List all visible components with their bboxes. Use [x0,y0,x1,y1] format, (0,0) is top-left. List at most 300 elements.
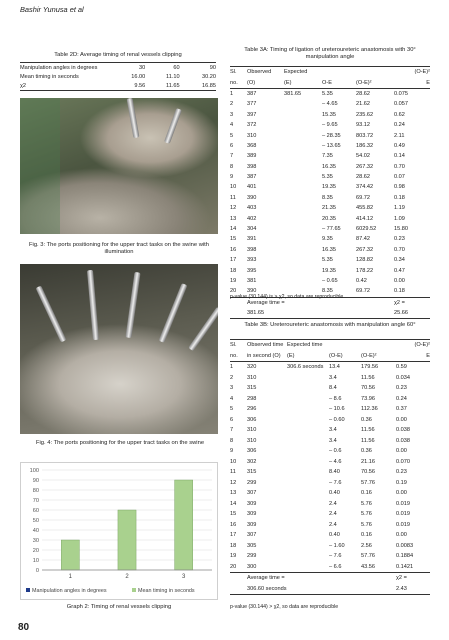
table-cell: 16.35 [322,246,336,253]
table-3b-subheader: in second (O) [247,352,281,359]
table-cell: 0.16 [361,490,372,497]
table-cell: 299 [247,479,257,486]
table-cell: 310 [247,132,257,139]
table-cell: 306.6 seconds [287,364,324,371]
table-cell: 0.23 [396,469,407,476]
table-cell: 13.4 [329,364,340,371]
table-cell: 387 [247,90,257,97]
table-row [230,162,430,172]
table-cell: 3.4 [329,374,337,381]
table-cell: 14 [230,500,237,507]
table-row [230,488,430,499]
table-cell: 8.40 [329,469,340,476]
table-cell: 11.10 [166,73,180,80]
table-2d [20,62,216,91]
table-cell: 0.057 [394,101,408,108]
table-cell: 267.32 [356,246,374,253]
table-cell [284,265,322,275]
table-cell [284,255,322,265]
table-3a-average-value: 381.65 [247,310,265,317]
table-cell: 128.82 [356,257,374,264]
table-row [230,172,430,182]
table-cell: 6029.52 [356,226,377,233]
table-cell: 803.72 [356,132,374,139]
bar [175,480,193,570]
table-cell: 397 [247,111,257,118]
table-cell: – 0.60 [329,416,345,423]
table-cell: 403 [247,205,257,212]
table-cell: 9 [230,174,234,181]
table-cell: 57.76 [361,479,375,486]
table-cell: 377 [247,101,257,108]
table-row [230,415,430,426]
table-cell: 387 [247,174,257,181]
table-3a-title: Table 3A: Timing of ligation of ureteroureteric anastomosis with 30° manipulation angle [244,47,416,60]
table-cell: – 10.6 [329,406,345,413]
table-row [230,394,430,405]
table-cell: 5.76 [361,511,372,518]
table-cell: 0.70 [394,246,405,253]
table-cell: 0.0083 [396,542,414,549]
running-head: Bashir Yunusa et al [20,5,84,14]
table-cell: 15.35 [322,111,336,118]
table-cell: 0.34 [394,257,405,264]
graph-2-chart [20,462,218,600]
table-3b-subheader: E [426,352,430,359]
table-cell: 0.00 [394,278,405,284]
table-3a-average-label: Average time = [247,299,285,306]
table-cell: 16.00 [131,73,146,80]
table-cell: 69.72 [356,288,370,295]
table-cell: 305 [247,542,257,549]
table-cell: 7 [230,427,234,434]
table-cell: 0.40 [329,532,340,539]
table-cell: 391 [247,236,257,243]
table-cell: 0.36 [361,416,372,423]
table-cell: 8 [230,163,234,170]
table-row [230,182,430,192]
table-cell [287,467,329,478]
y-tick-label: 0 [35,568,39,574]
table-cell: 235.62 [356,111,374,118]
table-cell: 2 [230,374,234,381]
table-cell: 309 [247,521,257,528]
table-cell [287,415,329,426]
table-cell [287,394,329,405]
table-row [230,276,430,286]
table-cell: 30 [117,63,145,73]
table-cell: 19 [230,553,237,560]
fig-3-photo [20,98,218,234]
table-cell: 7.35 [322,153,333,160]
table-cell: 381.65 [284,90,302,97]
table-cell: 3 [230,111,234,118]
table-3b-note: p-value (30.144) > χ2, so data are reproducible [230,604,339,610]
table-cell: 11.56 [361,374,375,381]
table-cell: 310 [247,374,257,381]
table-cell: 0.59 [396,364,407,371]
table-cell: 69.72 [356,194,370,201]
table-cell: 17 [230,257,237,264]
table-3a [230,67,430,319]
table-3a-subheader: (E) [284,79,292,86]
table-cell: 15.80 [394,226,408,233]
table-cell: 414.12 [356,215,374,222]
table-cell: 186.32 [356,142,374,149]
table-cell: 309 [247,511,257,518]
table-cell: 0.00 [396,490,407,497]
table-cell: 0.40 [329,490,340,497]
table-cell [287,509,329,520]
table-cell: 0.038 [396,427,410,434]
table-cell: 21.35 [322,205,336,212]
table-cell: 0.019 [396,500,410,507]
table-cell: 18 [230,267,237,274]
y-tick-label: 30 [32,538,39,544]
table-cell: 54.02 [356,153,370,160]
page-number: 80 [18,622,30,633]
table-row [230,141,430,151]
table-3a-note: p-value (30.144) is > χ2, so data are reproducible [230,294,344,300]
table-row [230,551,430,562]
table-cell: – 0.65 [322,278,338,284]
table-cell [284,110,322,120]
table-row [230,255,430,265]
table-3a-subheader: no. [230,79,238,86]
table-cell: 0.070 [396,458,410,465]
table-cell [287,446,329,457]
table-cell: 0.16 [361,532,372,539]
table-cell: – 0.6 [329,448,342,455]
table-cell [284,213,322,223]
table-cell: 0.70 [394,163,405,170]
table-cell [287,478,329,489]
table-cell: 73.96 [361,395,375,402]
table-cell: 389 [247,153,257,160]
table-cell: 0.075 [394,90,408,97]
table-cell: 299 [247,553,257,560]
table-cell: 0.1884 [396,553,414,560]
table-cell [284,120,322,130]
table-cell: 0.36 [361,448,372,455]
table-cell: 16.35 [322,163,336,170]
fig-4-caption: Fig. 4: The ports positioning for the upper tract tasks on the swine [35,440,205,446]
table-cell: 368 [247,142,257,149]
table-cell: 320 [247,364,257,371]
table-cell: 296 [247,406,257,413]
table-cell: 0.019 [396,521,410,528]
table-cell: 0.18 [394,288,405,295]
table-cell: 19 [230,278,237,284]
table-3a-subheader: E [426,79,430,86]
table-cell: 12 [230,479,237,486]
table-cell: 15 [230,511,237,518]
table-2d-row2-label: Mean timing in seconds [20,73,79,80]
table-cell: 5 [230,132,234,139]
table-cell: 1.19 [394,205,405,212]
y-tick-label: 50 [32,518,39,524]
table-row [230,457,430,468]
table-3b-subheader: no. [230,352,238,359]
fig-3-caption: Fig. 3: The ports positioning for the upper tract tasks on the swine with illumination [28,242,209,255]
table-cell [284,130,322,140]
table-cell [284,99,322,109]
table-cell: 398 [247,163,257,170]
table-3b [230,340,430,595]
table-cell: 0.23 [394,236,405,243]
table-cell: 401 [247,184,257,191]
table-2d-title: Table 2D: Average timing of renal vessels clipping [54,52,182,58]
table-cell: 112.36 [361,406,378,413]
x-tick-label: 3 [181,574,186,580]
table-cell: 3.4 [329,427,337,434]
table-cell: 15 [230,236,237,243]
table-row [230,120,430,130]
table-row [230,224,430,234]
table-cell: 0.00 [396,448,407,455]
table-cell: 0.038 [396,437,410,444]
table-cell: – 4.65 [322,101,338,108]
legend-swatch-x [26,588,30,592]
table-cell: 11.56 [361,427,375,434]
table-cell: 178.22 [356,267,374,274]
table-cell: 60 [145,63,179,73]
table-cell [284,234,322,244]
table-3a-subheader: (O) [247,79,256,86]
table-cell [287,425,329,436]
table-cell: 57.76 [361,553,375,560]
table-cell: 10 [230,184,237,191]
table-cell: 17 [230,532,237,539]
table-cell: 5.35 [322,174,333,181]
table-cell [287,499,329,510]
table-cell: 0.24 [396,395,407,402]
table-3b-title: Table 3B: Ureteroureteric anastomosis with manipulation angle 60° [244,322,416,328]
table-row [230,130,430,140]
table-3a-header: Observed [247,69,272,76]
table-cell: 302 [247,458,257,465]
table-cell: 3 [230,385,234,392]
table-cell: 0.62 [394,111,405,118]
table-cell: 87.42 [356,236,370,243]
table-cell: 19.35 [322,184,336,191]
table-cell: 6 [230,142,234,149]
y-tick-label: 20 [32,548,39,554]
table-cell: 4 [230,122,234,129]
table-cell: 374.42 [356,184,374,191]
table-cell: 304 [247,226,257,233]
table-cell: 2.4 [329,500,337,507]
table-cell [284,141,322,151]
table-cell: 13 [230,215,237,222]
table-cell: 93.12 [356,122,370,129]
table-3a-header: Sl. [230,69,237,76]
table-cell: 16 [230,246,237,253]
table-row [230,541,430,552]
table-3b-subheader: (O-E) [329,352,343,359]
table-cell: 398 [247,246,257,253]
table-cell [287,488,329,499]
bar [118,510,136,570]
table-cell: 18 [230,542,237,549]
table-cell [287,383,329,394]
y-tick-label: 70 [32,498,39,504]
table-3b-header: Sl. [230,342,237,349]
table-cell: 0.1421 [396,563,414,570]
table-cell [287,530,329,541]
table-cell: 0.07 [394,174,405,181]
table-cell: 0.18 [394,194,405,201]
table-3a-chi-label: χ2 = [394,299,405,306]
table-cell: 8.35 [322,194,333,201]
table-row [230,203,430,213]
legend-series-label: Mean timing in seconds [138,588,195,594]
table-cell: 455.82 [356,205,374,212]
table-cell: – 1.60 [329,542,345,549]
table-cell: 300 [247,563,257,570]
y-tick-label: 100 [29,468,39,474]
table-cell [284,245,322,255]
table-row [230,467,430,478]
table-cell: – 7.6 [329,479,342,486]
table-cell: – 77.65 [322,226,341,233]
table-row [230,362,430,373]
table-cell: 28.62 [356,90,370,97]
graph-2-caption: Graph 2: Timing of renal vessels clipping [66,604,172,610]
table-cell: 372 [247,122,257,129]
table-cell: 10 [230,458,237,465]
table-row [230,110,430,120]
table-3a-header: Expected [284,69,308,76]
legend-x-label: Manipulation angles in degrees [32,588,107,594]
table-cell: 8.35 [322,288,333,295]
table-cell: – 4.6 [329,458,342,465]
table-cell: 8.4 [329,385,337,392]
table-cell: 30.20 [202,73,216,80]
table-cell: 381 [247,278,257,284]
y-tick-label: 80 [32,488,39,494]
table-cell: 0.49 [394,142,405,149]
table-cell: 310 [247,427,257,434]
table-cell: – 8.6 [329,395,342,402]
table-3a-subheader: (O-E)² [356,79,372,86]
table-cell: 179.56 [361,364,379,371]
table-cell: 90 [180,63,216,73]
table-cell [287,562,329,573]
table-row [230,446,430,457]
table-cell: 306 [247,448,257,455]
table-3b-header: Observed time [247,342,284,349]
table-cell [284,151,322,161]
table-3b-chi-label: χ2 = [396,575,407,582]
table-cell: 5.76 [361,500,372,507]
table-cell [287,436,329,447]
table-cell: 0.00 [396,532,407,539]
table-cell [284,172,322,182]
table-cell: 393 [247,257,257,264]
y-tick-label: 10 [32,558,39,564]
table-cell: 5.35 [322,90,333,97]
table-cell: 0.37 [396,406,407,413]
table-cell: 70.56 [361,385,375,392]
table-row [230,245,430,255]
table-row [230,478,430,489]
table-cell: 1.09 [394,215,405,222]
table-cell: 21.16 [361,458,375,465]
x-tick-label: 2 [125,574,129,580]
x-tick-label: 1 [68,574,73,580]
table-cell: 310 [247,437,257,444]
table-cell: 20 [230,288,237,295]
table-cell: 2 [230,101,234,108]
table-row [230,509,430,520]
table-cell: 5 [230,406,234,413]
table-cell: 20 [230,563,237,570]
table-cell: 0.00 [396,416,407,423]
table-3b-header: (O-E)² [414,342,430,349]
table-cell: 0.42 [356,278,367,284]
table-cell: 7 [230,153,234,160]
table-cell: 12 [230,205,237,212]
table-3a-subheader: O-E [322,79,332,86]
table-cell: 11.65 [145,81,179,91]
table-row [230,404,430,415]
table-cell: – 6.6 [329,563,342,570]
table-row [230,425,430,436]
table-row [230,530,430,541]
table-cell: 390 [247,288,257,295]
table-cell [287,551,329,562]
table-row [230,151,430,161]
table-3b-subheader: (O-E)² [361,352,377,359]
table-row [230,234,430,244]
table-3b-header: Expected time [287,342,323,349]
table-cell: 0.47 [394,267,405,274]
table-row [230,499,430,510]
table-cell: 43.56 [361,563,375,570]
legend-swatch-series [132,588,136,592]
table-cell: 395 [247,267,257,274]
table-cell: 307 [247,490,257,497]
table-cell: 0.14 [394,153,405,160]
table-2d-row1-label: Manipulation angles in degrees [20,63,117,73]
table-2d-row3-label: χ2 [20,81,117,91]
table-cell: 19.35 [322,267,336,274]
table-cell: 390 [247,194,257,201]
table-row [230,520,430,531]
table-cell: 309 [247,500,257,507]
table-cell [284,162,322,172]
table-cell [284,182,322,192]
table-cell: 9.35 [322,236,333,243]
table-cell [284,193,322,203]
table-cell: 2.11 [394,132,405,139]
table-cell: – 13.65 [322,142,341,149]
table-cell: 16 [230,521,237,528]
y-tick-label: 90 [32,478,39,484]
table-cell: 70.56 [361,469,375,476]
table-row [230,436,430,447]
table-cell: 1 [230,364,234,371]
table-cell [287,457,329,468]
table-cell: 11.56 [361,437,375,444]
table-row [230,213,430,223]
table-cell: 21.62 [356,101,370,108]
table-cell: – 9.65 [322,122,338,129]
table-cell: 402 [247,215,257,222]
table-cell: 0.23 [396,385,407,392]
table-row [230,88,430,99]
